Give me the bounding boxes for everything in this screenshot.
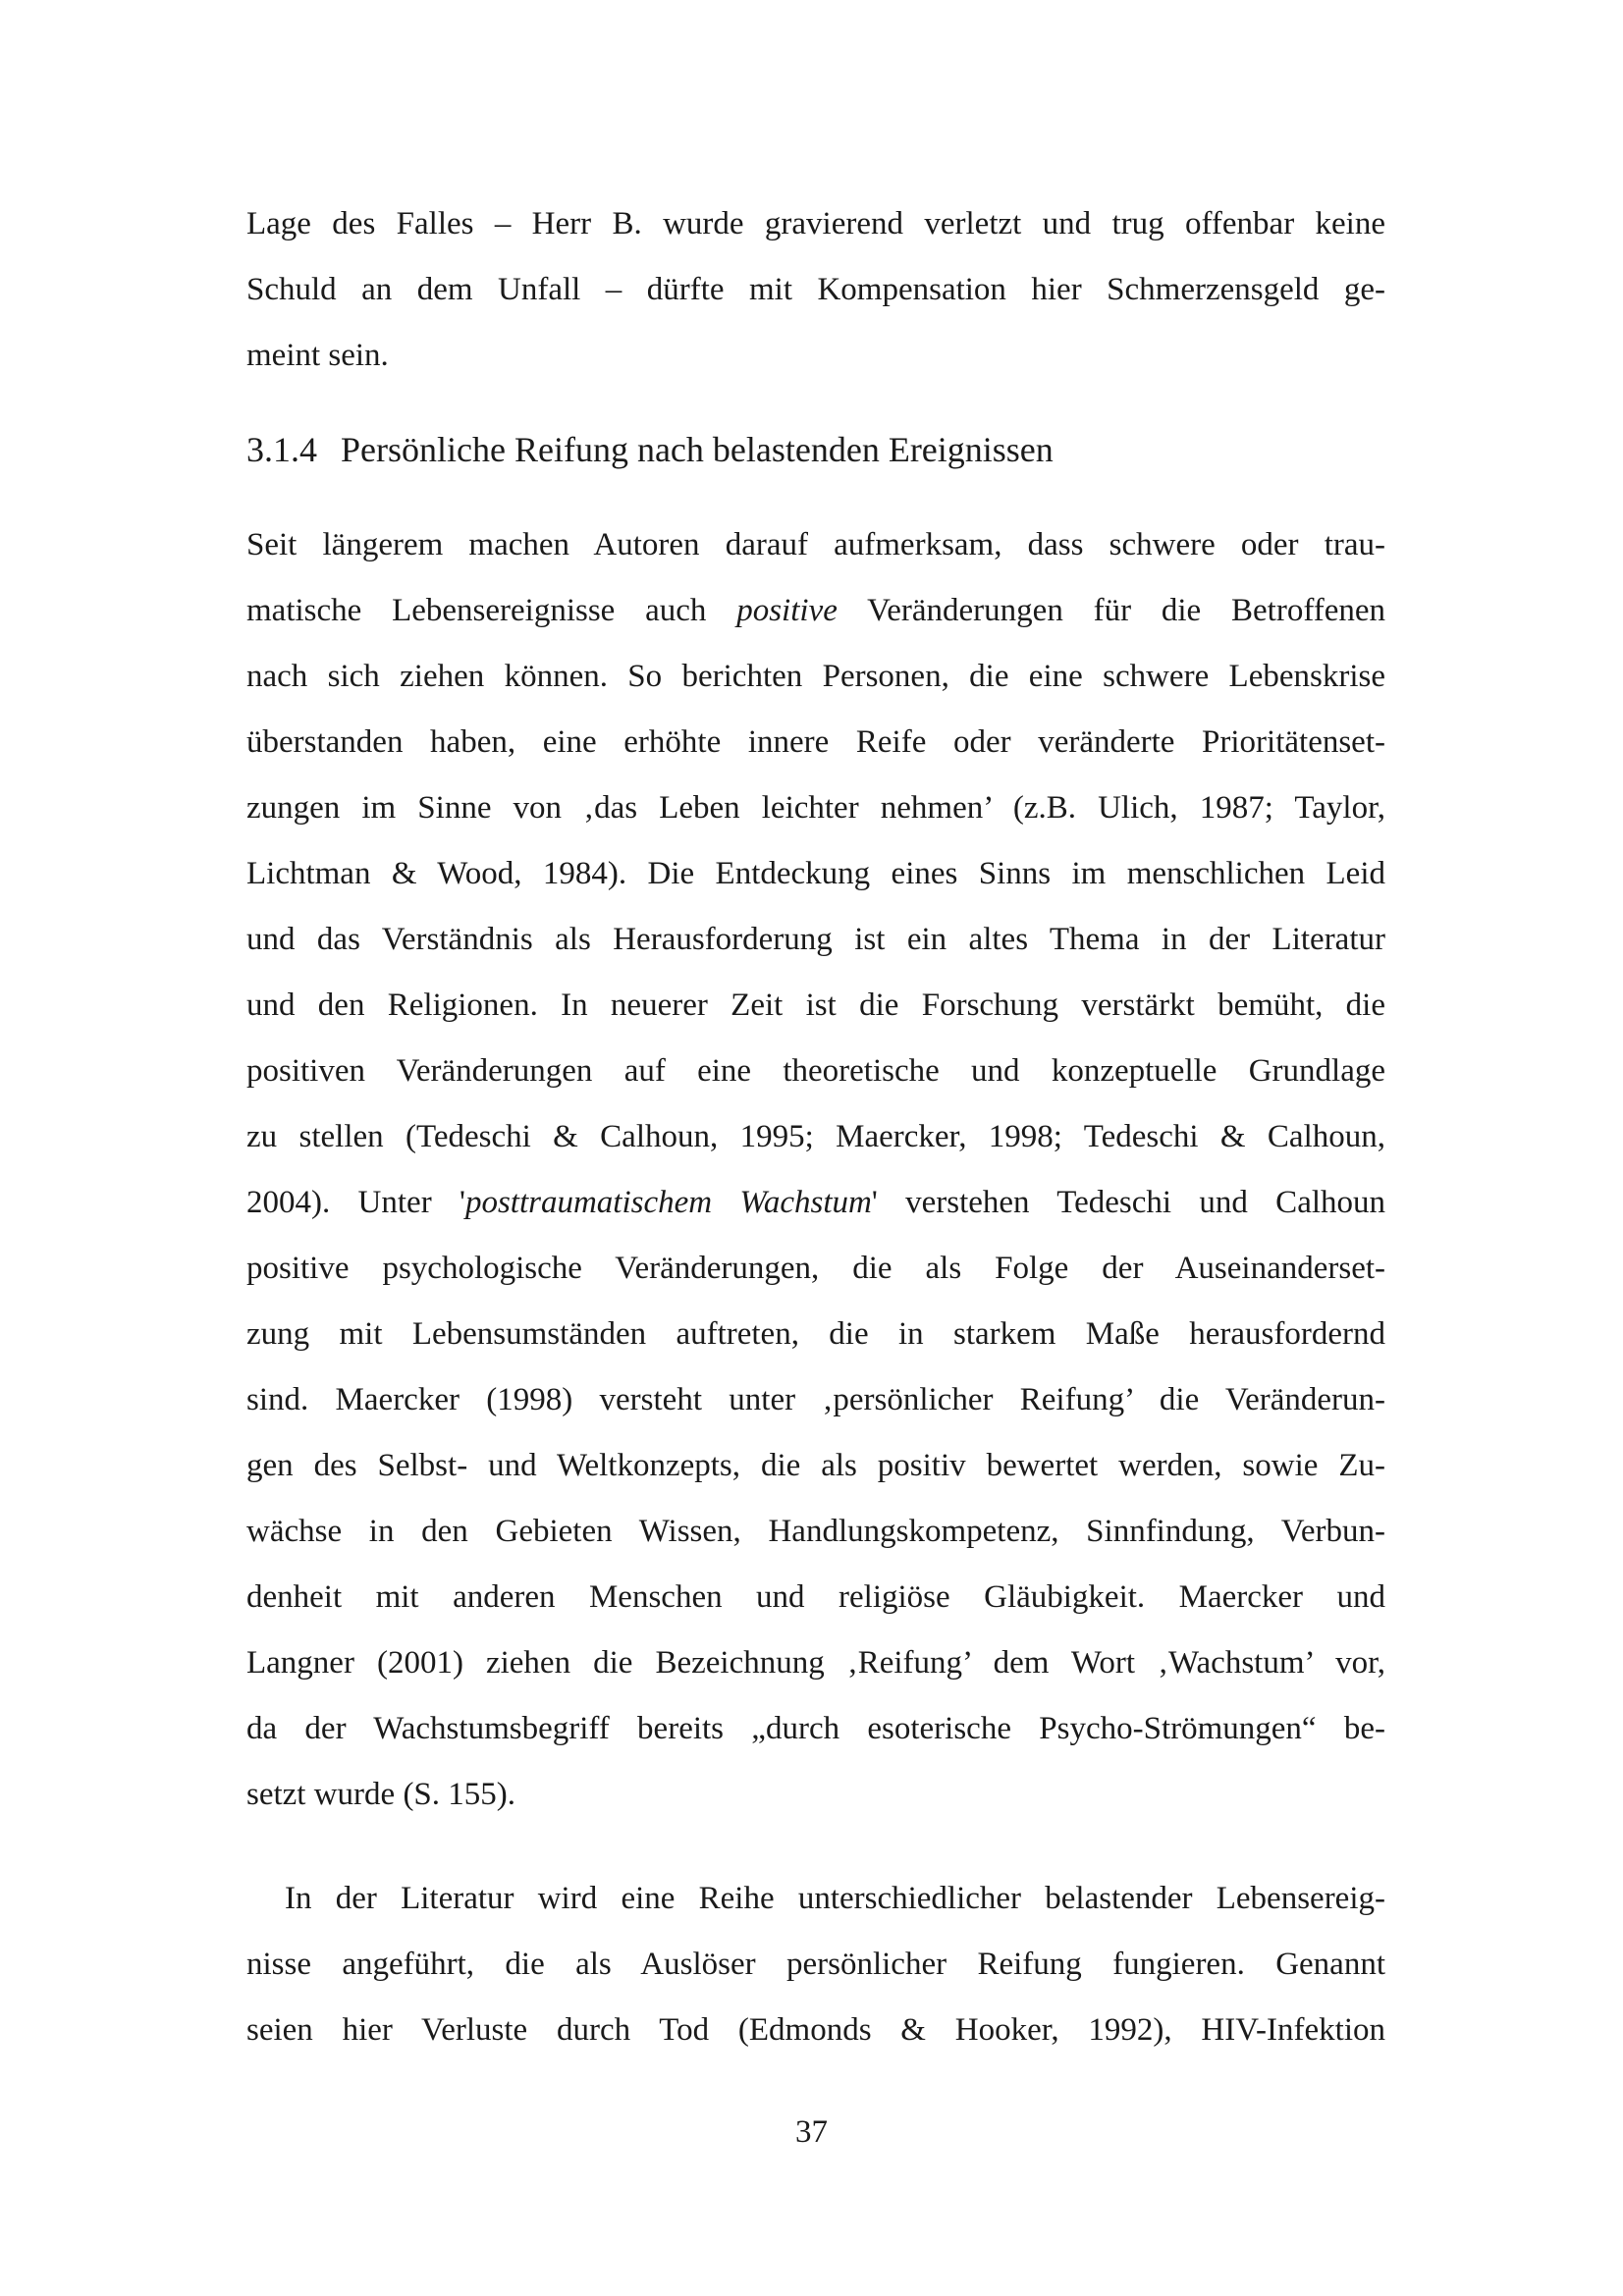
text-line: setzt wurde (S. 155). [246, 1777, 516, 1812]
text-line: zu stellen (Tedeschi & Calhoun, 1995; Maercker, 1998; Tedeschi & Calhoun, [246, 1119, 1385, 1154]
page-number: 37 [795, 2114, 828, 2150]
paragraph-main [246, 512, 1385, 1828]
text-line: positive psychologische Veränderungen, die als Folge der Auseinanderset- [246, 1251, 1385, 1286]
text-line: In der Literatur wird eine Reihe unterschiedlicher belastender Lebensereig- [285, 1881, 1385, 1916]
text-line: Schuld an dem Unfall – dürfte mit Kompensation hier Schmerzensgeld ge- [246, 272, 1385, 307]
section-title: Persönliche Reifung nach belastenden Ereignissen [341, 430, 1054, 469]
section-number: 3.1.4 [246, 430, 317, 469]
text-line: gen des Selbst- und Weltkonzepts, die als positiv bewertet werden, sowie Zu- [246, 1448, 1385, 1483]
text-line [246, 578, 1385, 644]
text-line: Seit längerem machen Autoren darauf aufmerksam, dass schwere oder trau- [246, 527, 1385, 562]
text-line: seien hier Verluste durch Tod (Edmonds & Hooker, 1992), HIV-Infektion [246, 2012, 1385, 2048]
text-line: zung mit Lebensumständen auftreten, die in starkem Maße herausfordernd [246, 1316, 1385, 1352]
text-line: meint sein. [246, 338, 389, 373]
section-heading [246, 426, 1054, 473]
text-run: matische Lebensereignisse auch [246, 593, 737, 628]
text-line: Lichtman & Wood, 1984). Die Entdeckung eines Sinns im menschlichen Leid [246, 856, 1385, 891]
text-run: 2004). Unter ' [246, 1185, 465, 1220]
paragraph-intro [246, 191, 1385, 389]
text-line: da der Wachstumsbegriff bereits „durch esoterische Psycho-Strömungen“ be- [246, 1711, 1385, 1746]
text-line: und das Verständnis als Herausforderung ist ein altes Thema in der Literatur [246, 922, 1385, 957]
text-line: überstanden haben, eine erhöhte innere Reife oder veränderte Prioritätenset- [246, 724, 1385, 760]
text-line: und den Religionen. In neuerer Zeit ist die Forschung verstärkt bemüht, die [246, 988, 1385, 1023]
paragraph-next [246, 1866, 1385, 2063]
text-line: wächse in den Gebieten Wissen, Handlungskompetenz, Sinnfindung, Verbun- [246, 1514, 1385, 1549]
text-line: Lage des Falles – Herr B. wurde gravierend verletzt und trug offenbar keine [246, 206, 1385, 241]
emphasis-text: positive [736, 593, 838, 628]
text-line: positiven Veränderungen auf eine theoretische und konzeptuelle Grundlage [246, 1053, 1385, 1089]
text-line: zungen im Sinne von ‚das Leben leichter nehmen’ (z.B. Ulich, 1987; Taylor, [246, 790, 1385, 826]
text-line: Langner (2001) ziehen die Bezeichnung ‚Reifung’ dem Wort ‚Wachstum’ vor, [246, 1645, 1385, 1681]
text-line: nisse angeführt, die als Auslöser persönlicher Reifung fungieren. Genannt [246, 1947, 1385, 1982]
text-line: sind. Maercker (1998) versteht unter ‚persönlicher Reifung’ die Veränderun- [246, 1382, 1385, 1417]
text-line: nach sich ziehen können. So berichten Personen, die eine schwere Lebenskrise [246, 659, 1385, 694]
text-line: denheit mit anderen Menschen und religiöse Gläubigkeit. Maercker und [246, 1579, 1385, 1615]
emphasis-text: posttraumatischem Wachstum [464, 1185, 872, 1220]
text-line [246, 1170, 1385, 1236]
text-run: Veränderungen für die Betroffenen [837, 593, 1385, 628]
text-run: ' verstehen Tedeschi und Calhoun [871, 1185, 1386, 1220]
